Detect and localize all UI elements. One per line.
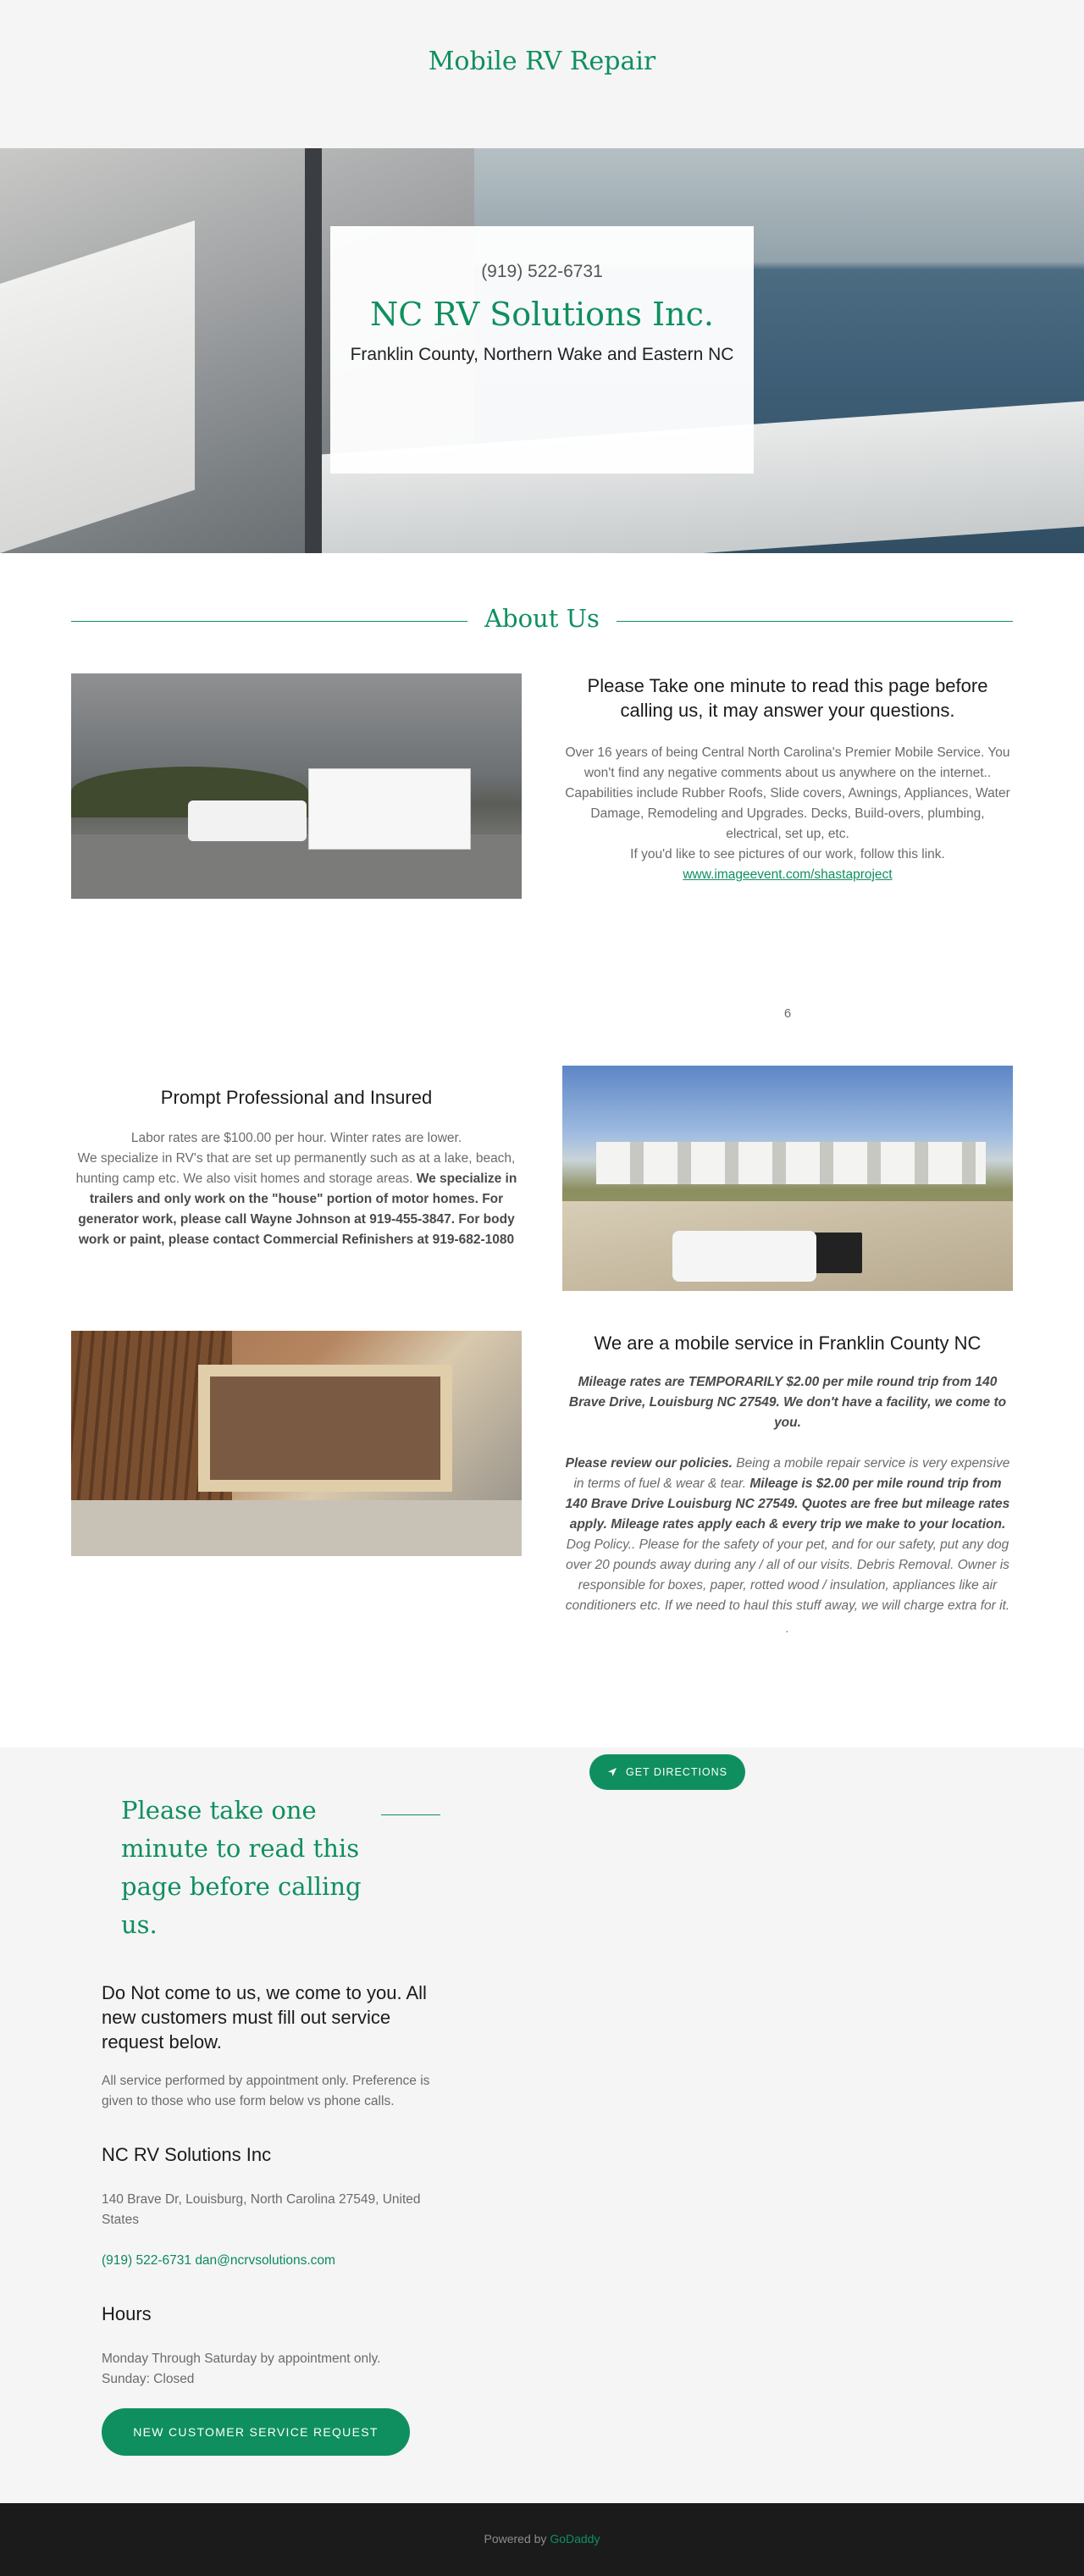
- policies-paragraph: [562, 1454, 1013, 1616]
- photo-repair-frame: [71, 1331, 522, 1556]
- about-block-rates-body: [71, 1128, 522, 1250]
- rates-line2: We specialize in RV's that are set up permanently such as at a lake, beach, hunting camp etc. We also visit homes and storage areas.: [75, 1151, 516, 1186]
- about-block-mobile-body: [562, 1372, 1013, 1638]
- phone-link[interactable]: (919) 522-6731: [102, 2253, 191, 2268]
- divider-right: [617, 621, 1013, 622]
- hours-text: [102, 2349, 457, 2390]
- stray-number: 6: [783, 1006, 792, 1021]
- about-block-intro: [562, 673, 1013, 885]
- navigation-arrow-icon: [607, 1767, 617, 1777]
- footer-text: [0, 2532, 1084, 2546]
- service-request-button[interactable]: NEW CUSTOMER SERVICE REQUEST: [102, 2408, 410, 2456]
- about-intro-p1: Over 16 years of being Central North Carolina's Premier Mobile Service. You won't find any negative comments about us anywhere on the internet..: [565, 745, 1010, 780]
- photo-frame: [198, 1365, 452, 1492]
- policies-bold-1: Please review our policies.: [565, 1456, 733, 1471]
- hero-image-rail: [305, 148, 322, 553]
- contact-heading: Please take one minute to read this page before calling us.: [121, 1796, 362, 1939]
- photo-truck: [188, 800, 307, 841]
- photo-truck-trailer: [71, 673, 522, 899]
- photo-campers: [596, 1142, 986, 1184]
- photo-trailer: [308, 768, 471, 850]
- site-title[interactable]: Mobile RV Repair: [428, 47, 656, 76]
- about-block-rates-title: Prompt Professional and Insured: [160, 1087, 433, 1108]
- trailing-dot: .: [786, 1621, 789, 1635]
- about-heading: About Us: [484, 604, 600, 633]
- get-directions-label: GET DIRECTIONS: [625, 1766, 728, 1778]
- about-intro-p2: Capabilities include Rubber Roofs, Slide covers, Awnings, Appliances, Water Damage, Remodeling and Upgrades. Decks, Build-overs, plumbing, electrical, set up, etc.: [565, 786, 1010, 841]
- rates-line1: Labor rates are $100.00 per hour. Winter rates are lower.: [130, 1131, 462, 1145]
- get-directions-button[interactable]: [589, 1754, 745, 1790]
- about-block-mobile: [562, 1331, 1013, 1638]
- about-heading-row: [71, 604, 1013, 638]
- photo-campground: [562, 1066, 1013, 1291]
- pictures-link[interactable]: www.imageevent.com/shastaproject: [683, 867, 893, 882]
- about-section: [0, 553, 1084, 1748]
- about-block-intro-body: [562, 743, 1013, 885]
- about-block-intro-title: Please Take one minute to read this page before calling us, it may answer your questions.: [587, 675, 988, 721]
- hero-company-name: NC RV Solutions Inc.: [370, 296, 714, 333]
- about-intro-p3: If you'd like to see pictures of our work, follow this link.: [630, 847, 945, 861]
- hours-title: Hours: [102, 2303, 152, 2324]
- hours-line-1: Monday Through Saturday by appointment only.: [102, 2352, 381, 2366]
- contact-links: [102, 2251, 457, 2271]
- hero-phone[interactable]: (919) 522-6731: [481, 262, 603, 281]
- mileage-notice: Mileage rates are TEMPORARILY $2.00 per mile round trip from 140 Brave Drive, Louisburg NC 27549. We don't have a facility, we come to you.: [568, 1375, 1007, 1430]
- hours-line-2: Sunday: Closed: [102, 2372, 195, 2386]
- contact-note: All service performed by appointment only. Preference is given to those who use form below vs phone calls.: [102, 2074, 430, 2108]
- photo-panel: [71, 1500, 522, 1556]
- policies-bold-2: Mileage is $2.00 per mile round trip from 140 Brave Drive Louisburg NC 27549. Quotes are free but mileage rates apply. Mileage rates apply each & every trip we make to your location.: [565, 1476, 1010, 1532]
- about-block-mobile-title: We are a mobile service in Franklin County NC: [594, 1332, 982, 1354]
- policies-text-1: Being a mobile repair service is very expensive in terms of fuel & wear & tear.: [573, 1456, 1010, 1491]
- powered-by-label: Powered by: [484, 2532, 547, 2546]
- rates-bold: We specialize in trailers and only work on the "house" portion of motor homes. For generator work, please call Wayne Johnson at 919-455-3847. For body work or paint, please contact Commercial Refinishers at 919-682-1080: [78, 1172, 517, 1247]
- policies-text-2: Dog Policy.. Please for the safety of your pet, and for our safety, put any dog over 20 pounds away during any / all of our visits. Debris Removal. Owner is responsible for boxes, paper, rotted wood / insulation, appliances like air conditioners etc. If we need to haul this stuff away, we will charge extra for it.: [565, 1537, 1010, 1613]
- contact-heading-divider: [381, 1814, 440, 1815]
- site-footer: [0, 2503, 1084, 2576]
- hero-section: [0, 148, 1084, 553]
- photo-truck: [672, 1231, 816, 1282]
- email-link[interactable]: dan@ncrvsolutions.com: [195, 2253, 335, 2268]
- hero-subtitle: Franklin County, Northern Wake and Eastern NC: [350, 345, 734, 364]
- godaddy-link[interactable]: GoDaddy: [550, 2532, 600, 2546]
- business-address: 140 Brave Dr, Louisburg, North Carolina 27549, United States: [102, 2192, 421, 2227]
- hero-card: [330, 226, 754, 474]
- about-block-rates: [71, 1085, 522, 1250]
- contact-section: [0, 1748, 1084, 2503]
- site-header: [0, 0, 1084, 148]
- contact-intro: Do Not come to us, we come to you. All new customers must fill out service request below.: [102, 1982, 427, 2052]
- business-name: NC RV Solutions Inc: [102, 2144, 272, 2165]
- divider-left: [71, 621, 467, 622]
